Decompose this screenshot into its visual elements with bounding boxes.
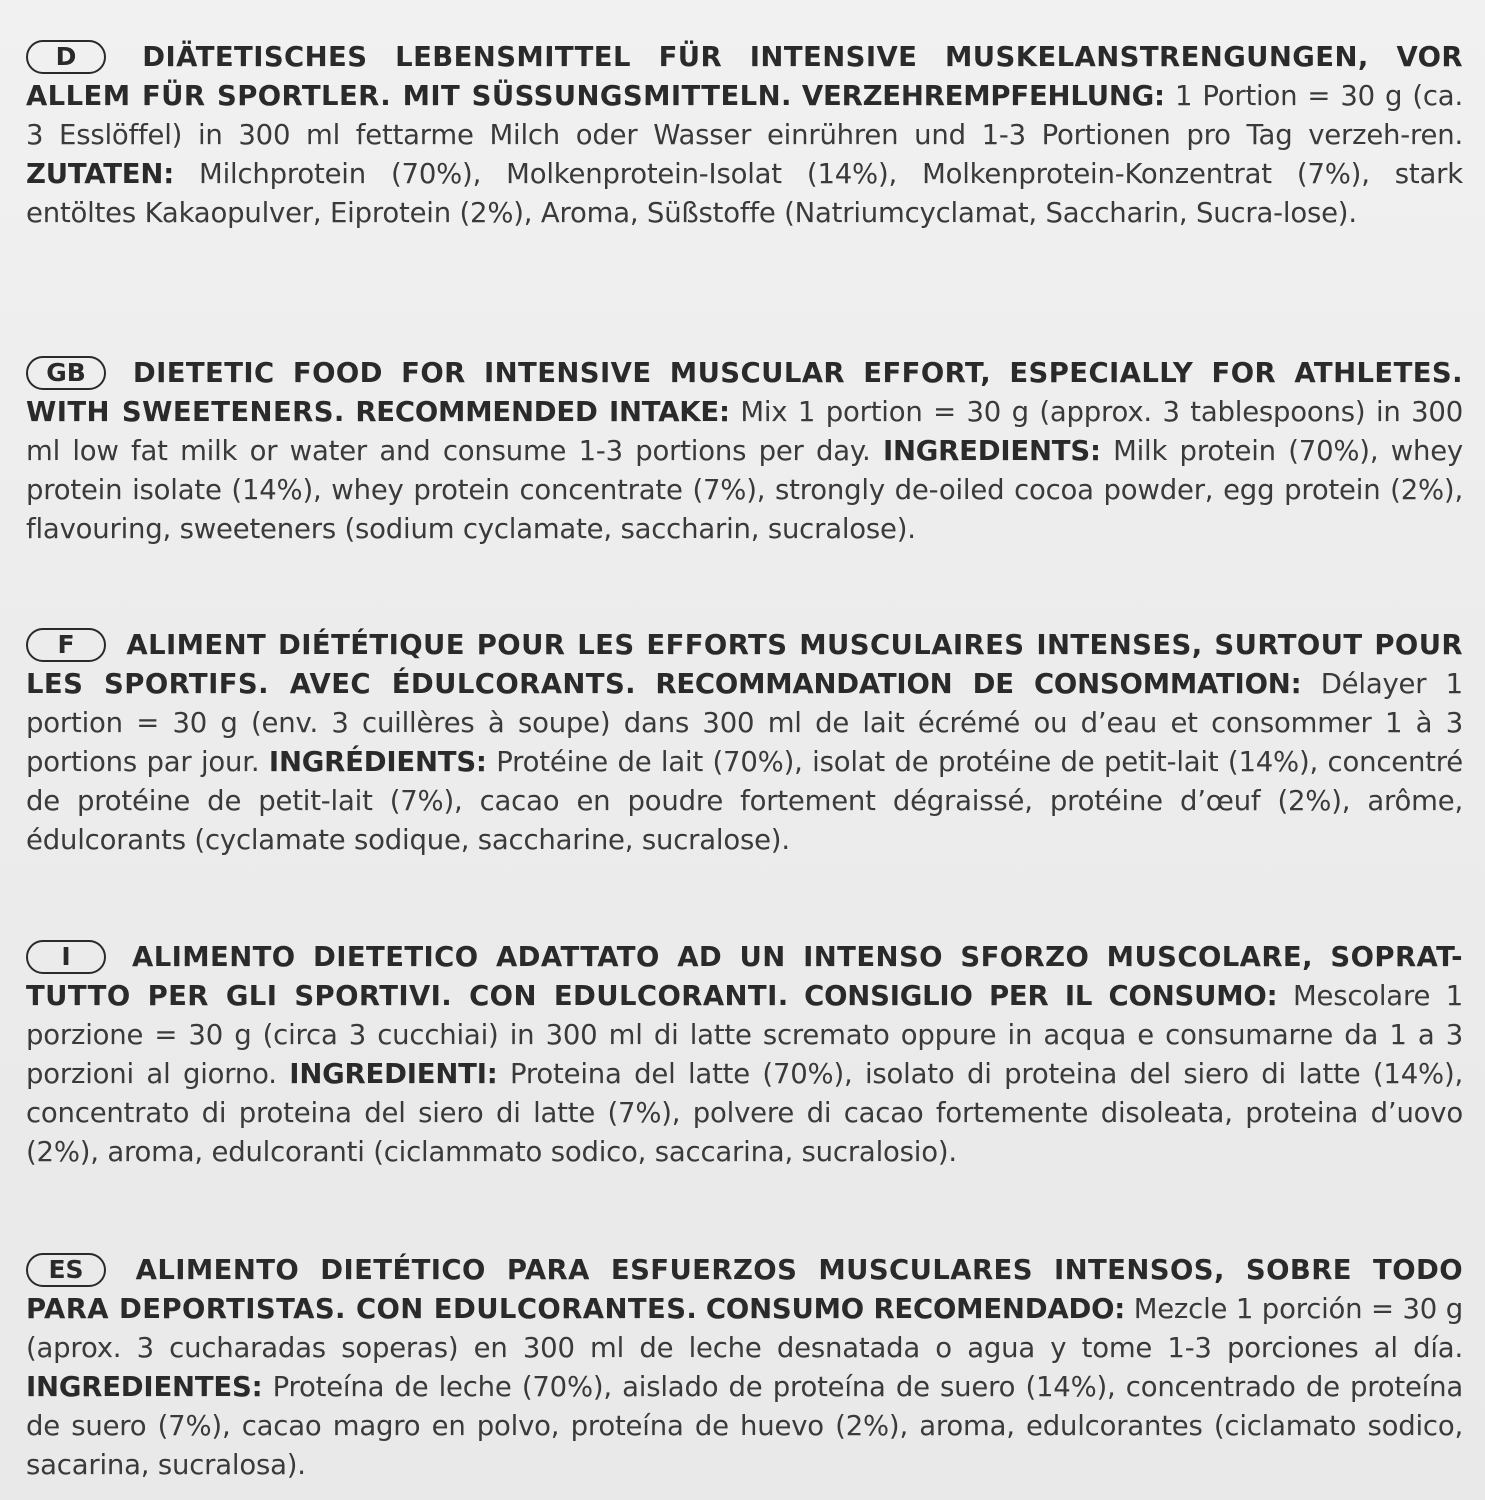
intake-text: Délayer 1 portion = 30 g (env. 3 cuillères à soupe) dans 300 ml de lait écrémé ou d’eau et consommer 1 à 3 portions par jour. (26, 667, 1463, 778)
intake-label: CONSUMO RECOMENDADO: (705, 1292, 1126, 1325)
language-badge-gb: GB (26, 356, 106, 390)
language-badge-d: D (26, 40, 106, 74)
ingredients-text: Proteina del latte (70%), isolato di proteina del siero di latte (14%), concentrato di proteina del siero di latte (7%), polvere di cacao fortemente disoleata, proteina d’uovo (2%), aroma, edulcoranti (ciclammato sodico, saccarina, sucralosio). (26, 1057, 1464, 1168)
section-headline: ALIMENTO DIETETICO ADATTATO AD UN INTENSO SFORZO MUSCOLARE, SOPRAT-TUTTO PER GLI SPORTIVI. CON EDULCORANTI. (26, 940, 1463, 1012)
intake-text: Mescolare 1 porzione = 30 g (circa 3 cucchiai) in 300 ml di latte scremato oppure in acqua e consumarne da 1 a 3 porzioni al giorno. (26, 979, 1464, 1090)
intake-text: 1 Portion = 30 g (ca. 3 Esslöffel) in 300 ml fettarme Milch oder Wasser einrühren und 1-3 Portionen pro Tag verzeh-ren. (26, 79, 1463, 151)
intake-label: VERZEHREMPFEHLUNG: (801, 79, 1165, 112)
section-headline: ALIMENT DIÉTÉTIQUE POUR LES EFFORTS MUSCULAIRES INTENSES, SURTOUT POUR LES SPORTIFS. AVEC ÉDULCORANTS. (26, 628, 1463, 700)
language-badge-es: ES (26, 1253, 106, 1287)
ingredients-label: INGRÉDIENTS: (268, 745, 487, 778)
intake-label: RECOMMANDATION DE CONSOMMATION: (655, 667, 1302, 700)
section-spanish (26, 1251, 1463, 1485)
section-english (26, 354, 1463, 549)
section-headline: DIETETIC FOOD FOR INTENSIVE MUSCULAR EFFORT, ESPECIALLY FOR ATHLETES. WITH SWEETENERS. (26, 356, 1463, 428)
language-badge-f: F (26, 628, 106, 662)
ingredients-label: INGREDIENTS: (882, 434, 1101, 467)
intake-text: Mezcle 1 porción = 30 g (aprox. 3 cucharadas soperas) en 300 ml de leche desnatada o agua y tome 1-3 porciones al día. (26, 1292, 1463, 1364)
section-german (26, 38, 1463, 233)
language-badge-i: I (26, 940, 106, 974)
section-italian (26, 938, 1463, 1172)
ingredients-text: Proteína de leche (70%), aislado de proteína de suero (14%), concentrado de proteína de suero (7%), cacao magro en polvo, proteína de huevo (2%), aroma, edulcorantes (ciclamato sodico, sacarina, sucralosa). (26, 1370, 1463, 1481)
section-headline: DIÄTETISCHES LEBENSMITTEL FÜR INTENSIVE MUSKELANSTRENGUNGEN, VOR ALLEM FÜR SPORTLER. MIT SÜSSUNGSMITTELN. (26, 40, 1463, 112)
ingredients-label: INGREDIENTI: (289, 1057, 498, 1090)
intake-label: RECOMMENDED INTAKE: (355, 395, 730, 428)
intake-text: Mix 1 portion = 30 g (approx. 3 tablespoons) in 300 ml low fat milk or water and consume 1-3 portions per day. (26, 395, 1464, 467)
intake-label: CONSIGLIO PER IL CONSUMO: (804, 979, 1278, 1012)
ingredients-text: Milk protein (70%), whey protein isolate (14%), whey protein concentrate (7%), strongly de-oiled cocoa powder, egg protein (2%), flavouring, sweeteners (sodium cyclamate, saccharin, sucralose). (26, 434, 1464, 545)
ingredients-text: Milchprotein (70%), Molkenprotein-Isolat (14%), Molkenprotein-Konzentrat (7%), stark entöltes Kakaopulver, Eiprotein (2%), Aroma, Süßstoffe (Natriumcyclamat, Saccharin, Sucra-lose). (26, 157, 1463, 229)
section-french (26, 626, 1463, 860)
ingredients-label: INGREDIENTES: (26, 1370, 263, 1403)
section-headline: ALIMENTO DIETÉTICO PARA ESFUERZOS MUSCULARES INTENSOS, SOBRE TODO PARA DEPORTISTAS. CON EDULCORANTES. (26, 1253, 1463, 1325)
ingredients-text: Protéine de lait (70%), isolat de protéine de petit-lait (14%), concentré de protéine de petit-lait (7%), cacao en poudre fortement dégraissé, protéine d’œuf (2%), arôme, édulcorants (cyclamate sodique, saccharine, sucralose). (26, 745, 1463, 856)
ingredients-label: ZUTATEN: (26, 157, 174, 190)
